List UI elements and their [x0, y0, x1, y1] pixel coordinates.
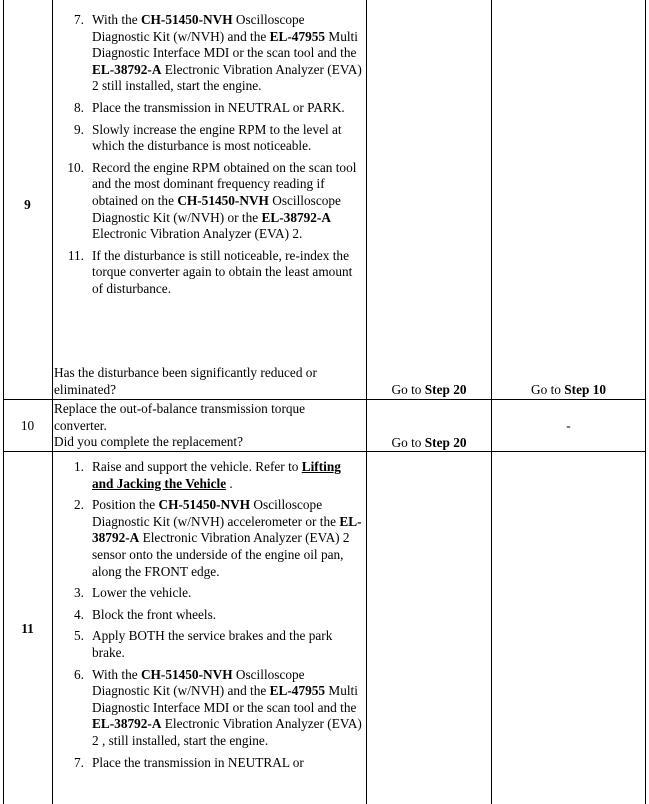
yes-action: Go to Step 20 — [391, 435, 467, 450]
item-text: Electronic Vibration Analyzer (EVA) 2 still installed, start the engine. — [92, 61, 362, 94]
step-number: 10 — [20, 418, 35, 433]
procedure-item: 1. Raise and support the vehicle. Refer to Lifting and Jacking the Vehicle . — [74, 459, 341, 491]
tool-part-number: EL-38792-A — [92, 61, 162, 77]
item-text: Multi Diagnostic Interface MDI or the scan tool and the — [92, 683, 358, 715]
item-text: Oscilloscope Diagnostic Kit (w/NVH) or the — [92, 192, 341, 225]
row-divider-9-10 — [3, 399, 646, 400]
step-link[interactable]: Step 20 — [424, 435, 467, 450]
item-text: Place the transmission in NEUTRAL or — [92, 754, 304, 770]
tool-part-number: CH-51450-NVH — [177, 192, 269, 208]
no-action: - — [566, 418, 571, 433]
item-text: Oscilloscope Diagnostic Kit (w/NVH) and the — [92, 12, 305, 44]
item-text: Position the — [92, 497, 159, 513]
reference-link[interactable]: Lifting and Jacking the Vehicle — [92, 459, 341, 491]
column-divider-1 — [52, 0, 53, 804]
item-text: Multi Diagnostic Interface MDI or the scan tool and the — [92, 28, 358, 61]
procedure-item: 5. Apply BOTH the service brakes and the park brake. — [74, 628, 333, 660]
procedure-list — [54, 12, 365, 298]
item-text: Apply BOTH the service brakes and the park brake. — [92, 628, 333, 660]
item-text: If the disturbance is still noticeable, re-index the torque converter again to obtain the least amount of disturbance. — [92, 247, 353, 296]
procedure-item: 3. Lower the vehicle. — [74, 585, 192, 601]
step-link[interactable]: Step 10 — [564, 382, 606, 397]
procedure-item: 6. With the CH-51450-NVH Oscilloscope Diagnostic Kit (w/NVH) and the EL-47955 Multi Diagnostic Interface MDI or the scan tool and the EL-38792-A Electronic Vibration Analyzer (EVA) 2 , still installed, start the engine. — [74, 666, 362, 748]
item-text: Slowly increase the engine RPM to the level at which the disturbance is most noticeable. — [92, 121, 342, 154]
tool-part-number: CH-51450-NVH — [140, 12, 233, 27]
item-text: Electronic Vibration Analyzer (EVA) 2. — [92, 226, 303, 242]
item-text: . — [226, 475, 233, 491]
column-divider-3 — [491, 0, 492, 804]
item-text: Electronic Vibration Analyzer (EVA) 2 sensor onto the underside of the engine oil pan, along the FRONT edge. — [92, 530, 350, 579]
table-border-left — [3, 0, 4, 804]
item-text: With the — [92, 12, 141, 27]
procedure-item: 7. With the CH-51450-NVH Oscilloscope Diagnostic Kit (w/NVH) and the EL-47955 Multi Diagnostic Interface MDI or the scan tool and the EL-38792-A Electronic Vibration Analyzer (EVA) 2 still installed, start the engine. — [74, 12, 362, 94]
step-instruction: Replace the out-of-balance transmission torque converter. — [54, 401, 306, 433]
tool-part-number: EL-38792-A — [92, 513, 362, 546]
item-text: Block the front wheels. — [92, 606, 217, 622]
table-border-right — [645, 0, 646, 804]
procedure-item: 11. If the disturbance is still noticeable, re-index the torque converter again to obtain the least amount of disturbance. — [67, 247, 353, 296]
step-number: 11 — [21, 621, 34, 636]
item-text: Lower the vehicle. — [92, 585, 192, 601]
item-text: Raise and support the vehicle. Refer to — [92, 459, 302, 474]
step-question: Did you complete the replacement? — [54, 434, 244, 449]
item-text: Record the engine RPM obtained on the scan tool and the most dominant frequency reading if obtained on the — [92, 159, 357, 208]
tool-part-number: CH-51450-NVH — [140, 666, 233, 682]
row-divider-10-11 — [3, 451, 646, 452]
procedure-list — [54, 459, 365, 771]
procedure-item: 8. Place the transmission in NEUTRAL or PARK. — [74, 99, 345, 115]
item-text: Oscilloscope Diagnostic Kit (w/NVH) accelerometer or the — [92, 497, 340, 529]
procedure-item: 9. Slowly increase the engine RPM to the level at which the disturbance is most noticeable. — [74, 121, 342, 154]
item-text: Oscilloscope Diagnostic Kit (w/NVH) and the — [92, 666, 305, 699]
procedure-item: 7. Place the transmission in NEUTRAL or — [74, 754, 304, 770]
tool-part-number: CH-51450-NVH — [158, 497, 251, 513]
item-text: With the — [92, 666, 141, 682]
column-divider-2 — [366, 0, 367, 804]
procedure-item: 2. Position the CH-51450-NVH Oscilloscope Diagnostic Kit (w/NVH) accelerometer or the EL-38792-A Electronic Vibration Analyzer (EVA) 2 sensor onto the underside of the engine oil pan, along the FRONT edge. — [74, 497, 362, 579]
item-text: Place the transmission in NEUTRAL or PARK. — [92, 99, 345, 115]
yes-action: Go to Step 20 — [391, 382, 467, 397]
tool-part-number: EL-47955 — [269, 28, 326, 44]
procedure-item: 4. Block the front wheels. — [74, 606, 217, 622]
step-question: Has the disturbance been significantly reduced or eliminated? — [54, 365, 317, 397]
step-number: 9 — [24, 197, 31, 212]
item-text: Electronic Vibration Analyzer (EVA) 2 , still installed, start the engine. — [92, 716, 362, 748]
step-link[interactable]: Step 20 — [424, 382, 467, 397]
tool-part-number: EL-38792-A — [261, 209, 331, 225]
tool-part-number: EL-47955 — [269, 683, 326, 699]
no-action: Go to Step 10 — [531, 382, 606, 397]
tool-part-number: EL-38792-A — [92, 716, 162, 732]
procedure-item: 10. Record the engine RPM obtained on the scan tool and the most dominant frequency reading if obtained on the CH-51450-NVH Oscilloscope Diagnostic Kit (w/NVH) or the EL-38792-A Electronic Vibration Analyzer (EVA) 2. — [67, 159, 357, 242]
